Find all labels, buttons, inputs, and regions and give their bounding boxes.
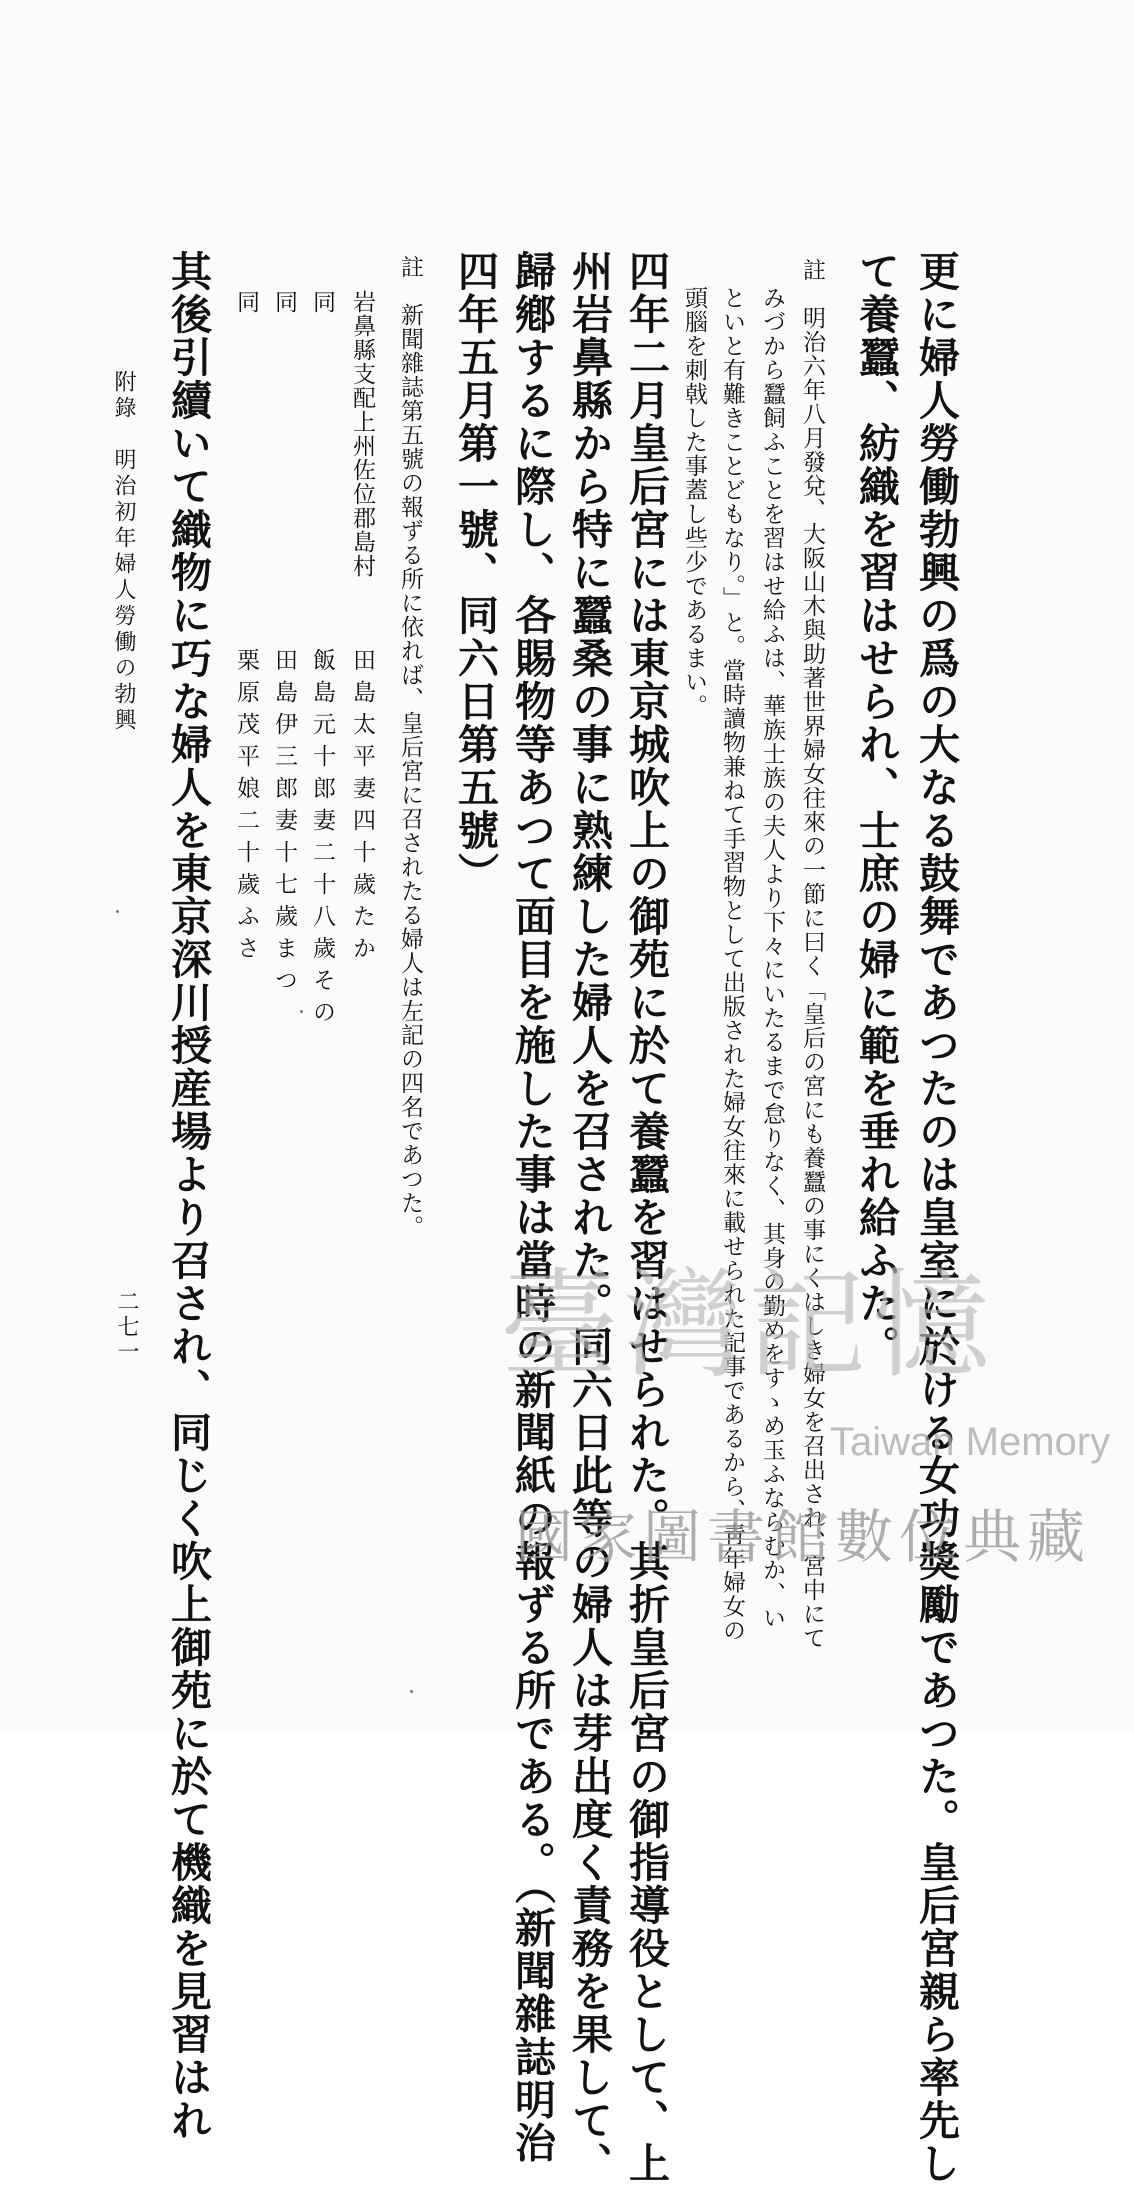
watermark-english-text: Taiwan Memory xyxy=(830,1420,1111,1464)
body-column-1: 更に婦人勞働勃興の爲の大なる鼓舞であつたのは皇室に於ける女功獎勵であつた。皇后宮親ら率先し xyxy=(912,250,960,2185)
body-column-4: 州岩鼻縣から特に蠶桑の事に熟練した婦人を召された。同六日此等の婦人は芽出度く責務を果して、 xyxy=(565,250,613,2185)
list-origin-4: 同 xyxy=(233,290,259,314)
speck xyxy=(410,1690,413,1693)
note-column-5: 註 新聞雜誌第五號の報ずる所に依れば、皇后宮に召されたる婦人は左記の四名であつた。 xyxy=(397,255,423,1239)
watermark-library-text: 國家圖書館數位典藏 xyxy=(515,1503,1092,1571)
list-name-3: 田島伊三郎妻十七歲まつ xyxy=(271,648,297,1000)
note-column-4: 頭腦を刺戟した事蓋し些少であるまい。 xyxy=(681,286,707,718)
speck xyxy=(116,910,119,913)
note-column-1: 註 明治六年八月發兌、大阪山木與助著世界婦女往來の一節に曰く「皇后の宮にも養蠶の事にくはしき婦女を召出され、宮中にて xyxy=(799,258,825,1650)
body-column-7: 其後引續いて織物に巧な婦人を東京深川授産場より召され、同じく吹上御苑に於て機織を見習はれ xyxy=(164,250,212,2142)
list-origin-2: 同 xyxy=(309,290,335,314)
list-origin-3: 同 xyxy=(271,290,297,314)
note-column-2: みづから蠶飼ふことを習はせ給ふは、華族士族の夫人より下々にいたるまで怠りなく、其身の勤めをすゝめ玉ふならむか、い xyxy=(759,286,785,1630)
body-column-2: て養蠶、紡織を習はせられ、士庶の婦に範を垂れ給ふた。 xyxy=(852,250,900,1368)
note-column-3: といと有難きことどもなり。」と。當時讀物兼ねて手習物として出版された婦女往來に載せられた記事であるから、靑年婦女の xyxy=(719,286,745,1643)
running-footer: 附錄 明治初年婦人勞働の勃興 xyxy=(111,370,136,734)
list-name-1: 田島太平妻四十歲たか xyxy=(349,648,375,968)
body-column-5: 歸鄕するに際し、各賜物等あつて面目を施した事は當時の新聞紙の報ずる所である。（新聞雜誌明治 xyxy=(508,250,556,2165)
list-name-2: 飯島元十郎妻二十八歲その xyxy=(309,648,335,1032)
watermark-seal-logo: 臺灣記憶 xyxy=(500,1256,997,1394)
body-column-6: 四年五月第一號、同六日第五號） xyxy=(451,250,499,895)
body-column-3: 四年二月皇后宮には東京城吹上の御苑に於て養蠶を習はせられた。其折皇后宮の御指導役として、上 xyxy=(622,250,670,2185)
speck xyxy=(300,1010,303,1013)
list-name-4: 栗原茂平娘二十歲ふさ xyxy=(233,648,259,968)
page-number: 二七一 xyxy=(114,1290,139,1365)
list-origin-1: 岩鼻縣支配上州佐位郡島村 xyxy=(349,290,375,578)
